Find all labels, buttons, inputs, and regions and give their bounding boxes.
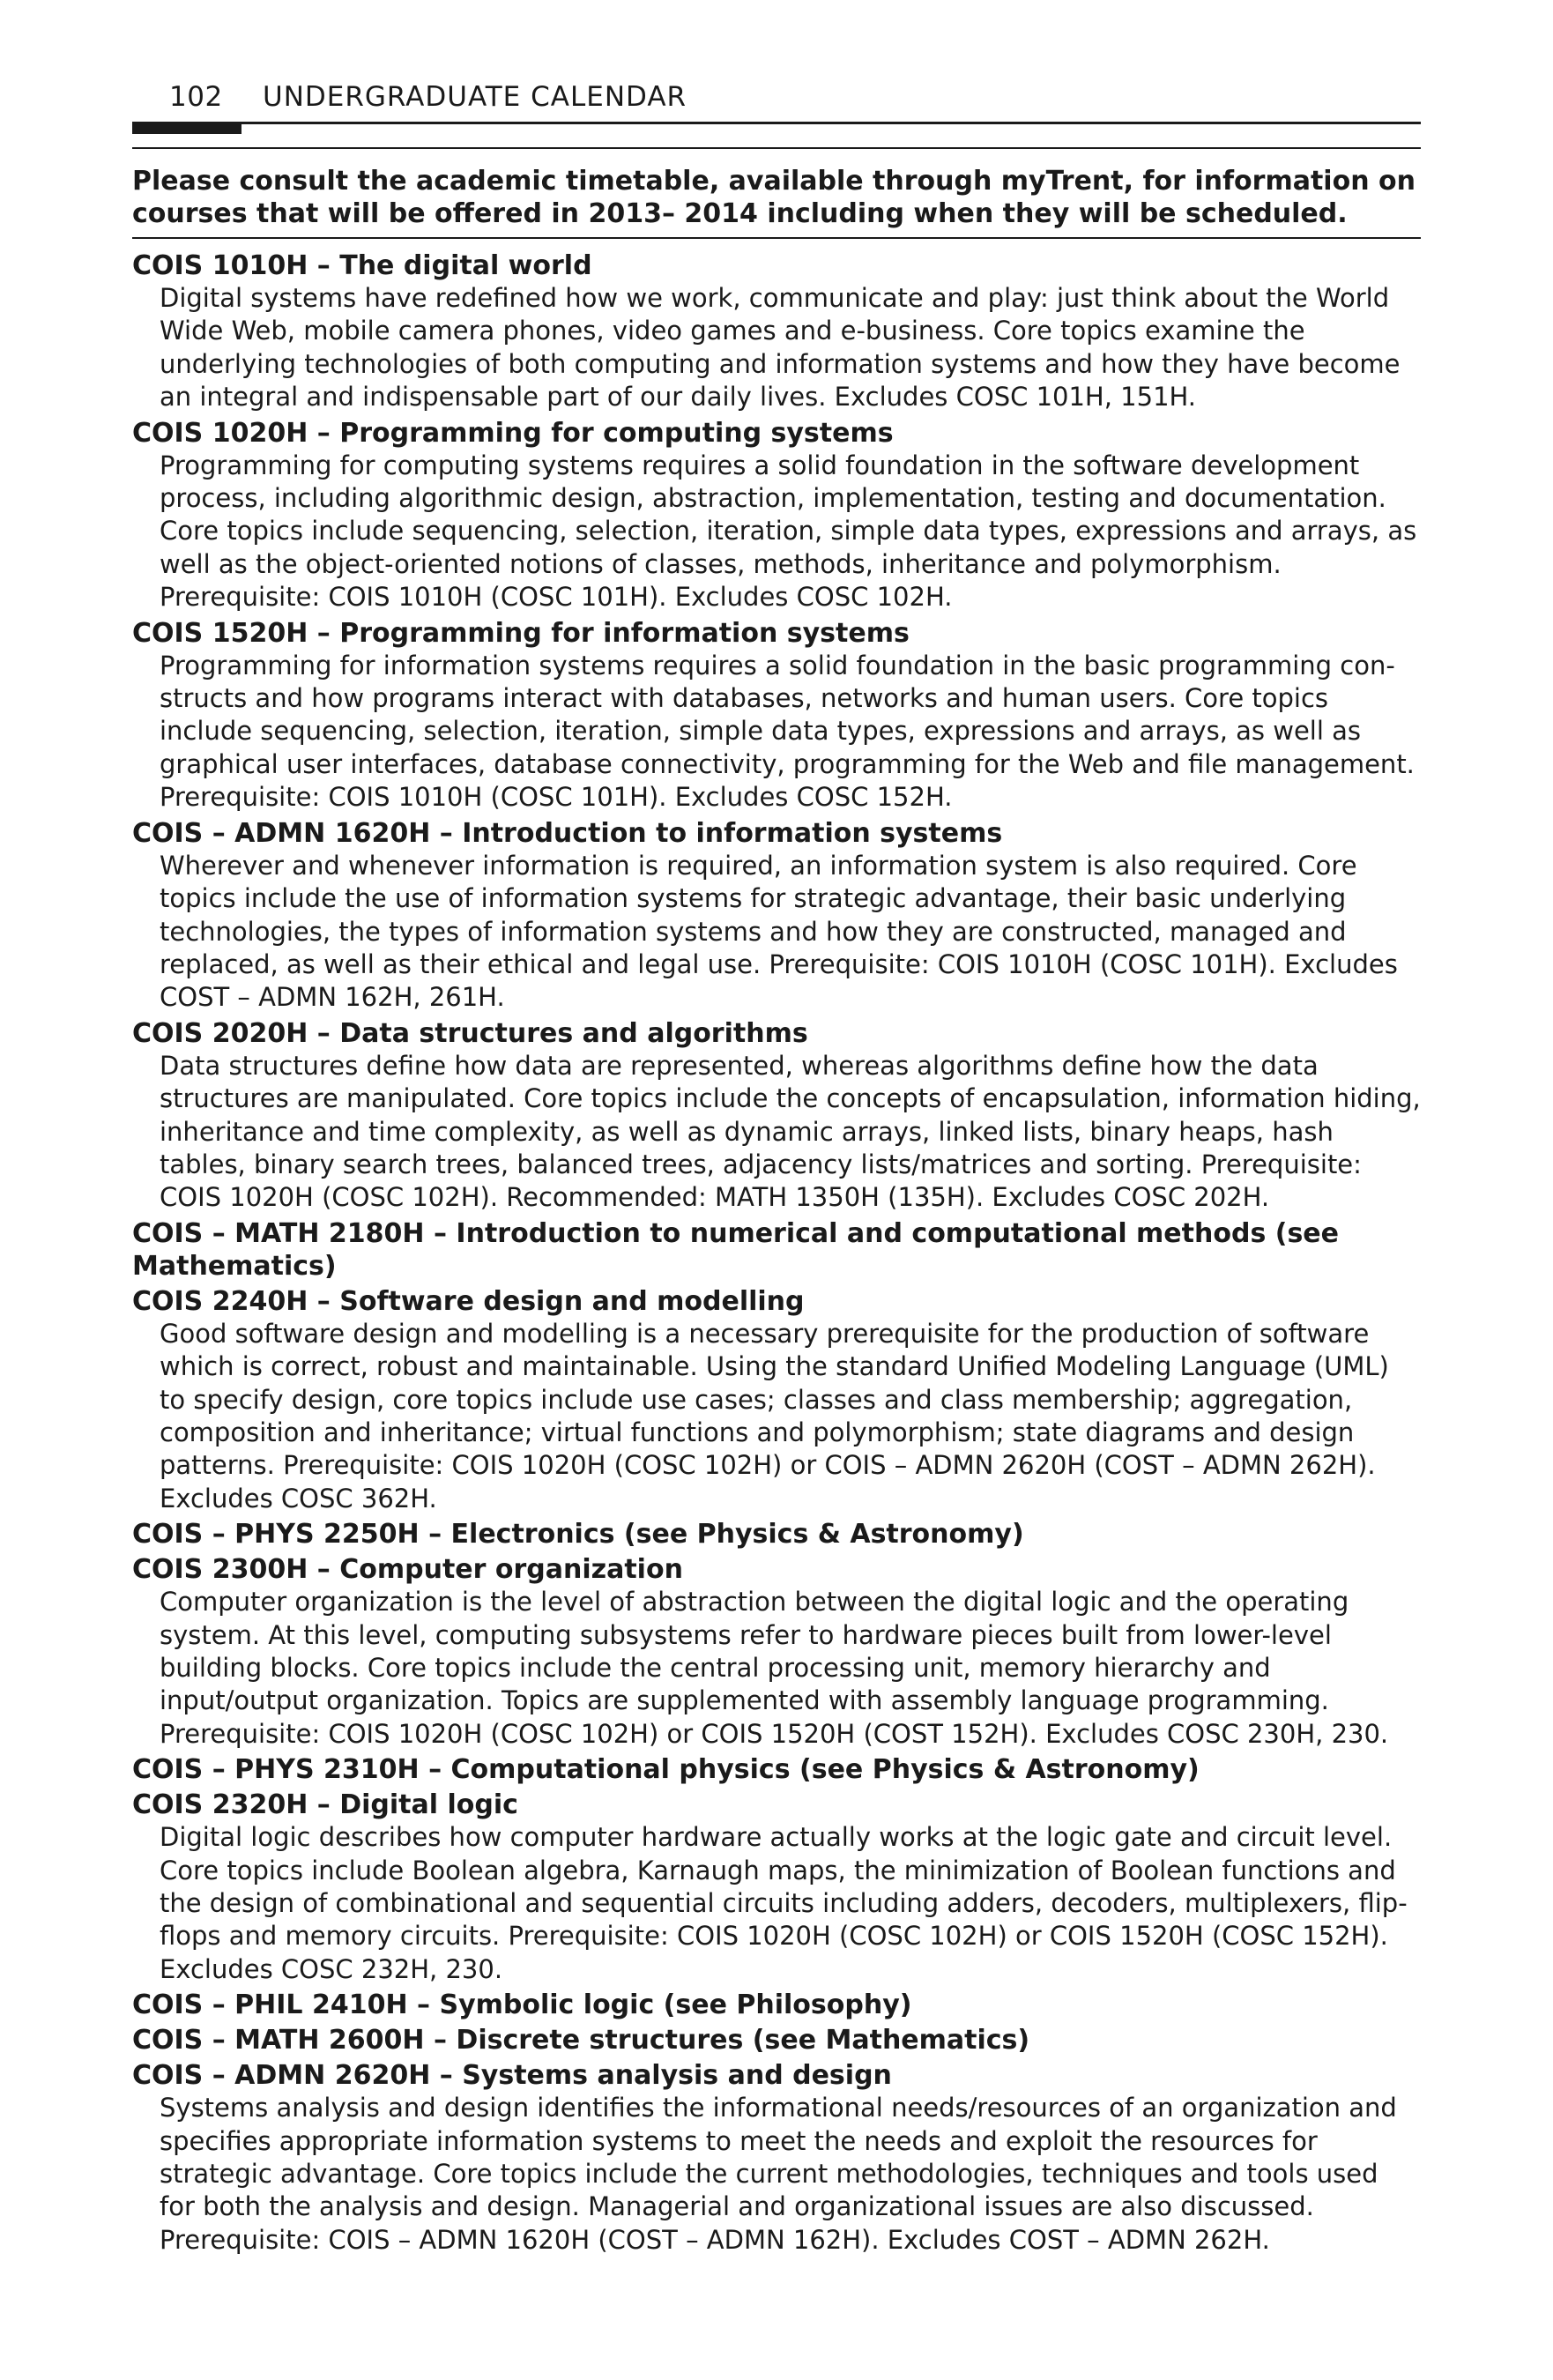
course-entry xyxy=(132,1753,1421,1786)
course-title: COIS 1010H – The digital world xyxy=(132,250,592,281)
course-entry xyxy=(132,817,1421,1015)
course-list xyxy=(132,249,1421,2257)
course-entry xyxy=(132,1285,1421,1515)
course-entry xyxy=(132,1989,1421,2021)
course-title: COIS – MATH 2600H – Discrete structures (see Mathematics) xyxy=(132,2025,1030,2056)
course-title: COIS 2320H – Digital logic xyxy=(132,1789,518,1821)
course-description: Programming for computing systems requires a solid foundation in the software development process, including algorithmic design, abstraction, implementation, testing and documentation. Core topics include sequencing, selection, iteration, simple data types, expressions and arrays, as well as the object-oriented notions of classes, methods, inheritance and polymorphism. Prerequisite: COIS 1010H (COSC 101H). Excludes COSC 102H. xyxy=(160,450,1417,613)
calendar-page xyxy=(132,0,1421,2257)
course-entry xyxy=(132,1789,1421,1986)
course-description: Systems analysis and design identifies the informational needs/resources of an organization and specifies appropriate information systems to meet the needs and exploit the resources for strategic advantage. Core topics include the current methodologies, techniques and tools used for both the analysis and design. Managerial and organizational issues are also discussed. Prerequisite: COIS – ADMN 1620H (COST – ADMN 162H). Excludes COST – ADMN 262H. xyxy=(160,2093,1397,2255)
course-title: COIS 2020H – Data structures and algorithms xyxy=(132,1017,808,1049)
course-title: COIS 1520H – Programming for information systems xyxy=(132,617,910,649)
course-title: COIS 2240H – Software design and modelling xyxy=(132,1285,805,1317)
course-entry xyxy=(132,617,1421,814)
course-description: Digital logic describes how computer hardware actually works at the logic gate and circuit level. Core topics include Boolean algebra, Karnaugh maps, the minimization of Boolean functions and the design of combinational and sequential circuits including adders, decoders, multiplexers, flip-flops and memory circuits. Prerequisite: COIS 1020H (COSC 102H) or COIS 1520H (COSC 152H). Excludes COSC 232H, 230. xyxy=(160,1822,1408,1984)
course-entry xyxy=(132,1017,1421,1215)
course-title: COIS – ADMN 2620H – Systems analysis and design xyxy=(132,2060,892,2092)
header-rule xyxy=(132,122,1421,124)
course-entry xyxy=(132,1518,1421,1551)
course-description: Computer organization is the level of abstraction between the digital logic and the operating system. At this level, computing subsystems refer to hardware pieces built from lower-level building blocks. Core topics include the central processing unit, memory hierarchy and input/output organization. Topics are supplemented with assembly language programming. Prerequisite: COIS 1020H (COSC 102H) or COIS 1520H (COST 152H). Excludes COSC 230H, 230. xyxy=(160,1587,1389,1749)
timetable-notice: Please consult the academic timetable, available through myTrent, for information on courses that will be offered in 2013– 2014 including when they will be scheduled. xyxy=(132,165,1421,239)
course-title: COIS – PHYS 2310H – Computational physics (see Physics & Astronomy) xyxy=(132,1754,1200,1786)
course-description: Wherever and whenever information is required, an information system is also required. Core topics include the use of information systems for strategic advantage, their basic underlying technologies, the types of information systems and how they are constructed, managed and replaced, as well as their ethical and legal use. Prerequisite: COIS 1010H (COSC 101H). Excludes COST – ADMN 162H, 261H. xyxy=(160,850,1398,1013)
course-title: COIS – PHIL 2410H – Symbolic logic (see Philosophy) xyxy=(132,1990,912,2021)
course-description: Programming for information systems requires a solid foundation in the basic programming constructs and how programs interact with databases, networks and human users. Core topics include sequencing, selection, iteration, simple data types, expressions and arrays, as well as graphical user interfaces, database connectivity, programming for the Web and file management. Prerequisite: COIS 1010H (COSC 101H). Excludes COSC 152H. xyxy=(160,650,1415,813)
course-description: Good software design and modelling is a necessary prerequisite for the production of software which is correct, robust and maintainable. Using the standard Unified Modeling Language (UML) to specify design, core topics include use cases; classes and class membership; aggregation, composition and inheritance; virtual functions and polymorphism; state diagrams and design patterns. Prerequisite: COIS 1020H (COSC 102H) or COIS – ADMN 2620H (COST – ADMN 262H). Excludes COSC 362H. xyxy=(160,1318,1389,1514)
notice-rule xyxy=(132,147,1421,149)
course-entry xyxy=(132,1217,1421,1283)
course-title: COIS – MATH 2180H – Introduction to numerical and computational methods (see Mathematics) xyxy=(132,1217,1339,1282)
course-description: Data structures define how data are represented, whereas algorithms define how the data structures are manipulated. Core topics include the concepts of encapsulation, information hiding, inheritance and time complexity, as well as dynamic arrays, linked lists, binary heaps, hash tables, binary search trees, balanced trees, adjacency lists/matrices and sorting. Prerequisite: COIS 1020H (COSC 102H). Recommended: MATH 1350H (135H). Excludes COSC 202H. xyxy=(160,1050,1421,1213)
header-tab-marker xyxy=(132,122,241,134)
page-number: 102 xyxy=(169,81,223,113)
running-head: UNDERGRADUATE CALENDAR xyxy=(263,81,687,113)
course-entry xyxy=(132,2059,1421,2257)
course-title: COIS 2300H – Computer organization xyxy=(132,1554,683,1586)
course-entry xyxy=(132,417,1421,614)
course-entry xyxy=(132,1553,1421,1751)
course-entry xyxy=(132,2024,1421,2056)
course-description: Digital systems have redefined how we work, communicate and play: just think about the World Wide Web, mobile camera phones, video games and e-business. Core topics examine the underlying technologies of both computing and information systems and how they have become an integral and indispensable part of our daily lives. Excludes COSC 101H, 151H. xyxy=(160,283,1401,413)
course-entry xyxy=(132,249,1421,414)
page-header xyxy=(132,0,1421,137)
course-title: COIS – PHYS 2250H – Electronics (see Physics & Astronomy) xyxy=(132,1519,1024,1551)
course-title: COIS – ADMN 1620H – Introduction to information systems xyxy=(132,817,1003,849)
course-title: COIS 1020H – Programming for computing systems xyxy=(132,417,894,449)
